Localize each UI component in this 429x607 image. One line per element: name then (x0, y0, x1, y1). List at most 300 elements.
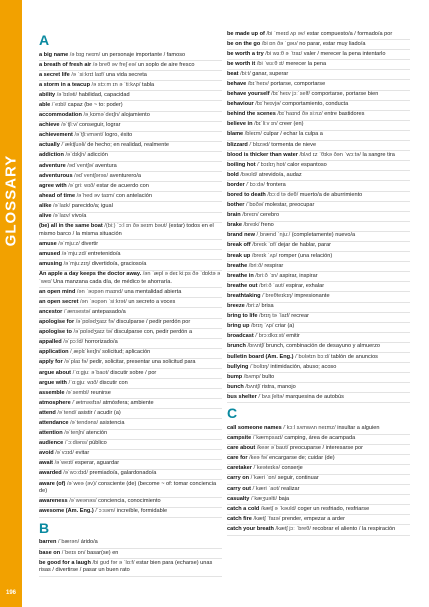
entry-pronunciation: /əˈplaɪ fə/ (64, 359, 90, 366)
entry-pronunciation: /brɪŋ tə ˈlaɪf/ (259, 313, 292, 320)
glossary-entry (227, 70, 410, 80)
entry-term: behind the scenes (227, 111, 276, 118)
entry-definition: brunch, combinación de desayuno y almuerzo (265, 343, 380, 350)
glossary-entry (227, 80, 410, 90)
glossary-entry (227, 282, 410, 292)
glossary-entry (39, 470, 222, 480)
glossary-entry (227, 455, 410, 465)
entry-term: a breath of fresh air (39, 61, 92, 68)
glossary-entry (227, 485, 410, 495)
entry-definition: (completamente) nuevo/a (291, 232, 356, 239)
entry-pronunciation: /breɪk ˈɒf/ (252, 242, 278, 249)
glossary-entry (227, 50, 410, 60)
entry-term: bunch (227, 383, 244, 390)
glossary-entry (39, 308, 222, 318)
entry-term: adventurous (39, 172, 73, 179)
entry-pronunciation: /əˈlaɪk/ (53, 202, 72, 209)
entry-term: attention (39, 430, 63, 437)
entry-definition: discutir sobre / por (110, 369, 157, 376)
entry-term: An apple a day keeps the doctor away. (39, 271, 142, 278)
entry-pronunciation: /ˈbɔɪlɪŋ hɒt/ (257, 161, 288, 168)
glossary-entry (39, 81, 222, 91)
glossary-entry (39, 329, 222, 339)
glossary-entry (227, 272, 410, 282)
glossary-entry (227, 30, 410, 40)
glossary-entry (227, 435, 410, 445)
entry-pronunciation: /əˈweə (əv)/ (66, 480, 99, 487)
entry-term: an open mind (39, 288, 76, 295)
entry-definition: encargarse de; cuidar (de) (269, 455, 335, 462)
entry-definition: freno (261, 222, 274, 229)
glossary-entry (39, 419, 222, 429)
entry-definition: ristra, manojo (261, 383, 296, 390)
entry-definition: valer / merecer la pena intentarlo (303, 50, 386, 57)
entry-definition: una vida secreta (105, 71, 147, 78)
entry-term: awareness (39, 498, 68, 505)
entry-term: addiction (39, 152, 64, 159)
glossary-entry (227, 373, 410, 383)
entry-term: behave yourself (227, 91, 270, 98)
entry-term: catch a cold (227, 505, 260, 512)
entry-term: boiling hot (227, 161, 256, 168)
entry-definition: comportamiento, conducta (282, 101, 349, 108)
glossary-entry (227, 393, 410, 403)
entry-term: amuse (39, 240, 57, 247)
entry-definition: prender, empezar a arder (281, 515, 345, 522)
entry-definition: solicitud; aplicación (102, 349, 151, 356)
entry-definition: espirar, exhalar (285, 282, 325, 289)
entry-term: adventure (39, 162, 66, 169)
glossary-entry (39, 379, 222, 389)
glossary-entry (39, 240, 222, 250)
entry-pronunciation: /ˈbeɪs ɒn/ (61, 549, 88, 556)
glossary-entry (39, 440, 222, 450)
entry-definition: alojamiento (121, 112, 150, 119)
entry-pronunciation: /əˈmjuːz/ (58, 240, 82, 247)
glossary-entry (39, 213, 222, 223)
entry-term: able (39, 101, 51, 108)
entry-pronunciation: /ˈeɪbl/ (51, 101, 68, 108)
entry-pronunciation: /ˈæktʃuəli/ (61, 142, 88, 149)
entry-term: brake (227, 222, 242, 229)
entry-pronunciation: /əˈsembl/ (66, 389, 91, 396)
entry-definition: seguir, continuar (277, 475, 319, 482)
glossary-entry (227, 383, 410, 393)
entry-pronunciation: /ˈbʊlətɪn bɔːd/ (295, 353, 332, 360)
glossary-entry (39, 91, 222, 101)
entry-definition: emitir (286, 333, 300, 340)
entry-definition: discutir con (99, 379, 128, 386)
entry-pronunciation: /keər əˈbaʊt/ (256, 445, 290, 452)
glossary-entry (39, 349, 222, 359)
entry-pronunciation: /ˌæplɪˈkeɪʃn/ (70, 349, 103, 356)
entry-term: ahead of time (39, 192, 76, 199)
entry-term: alike (39, 202, 52, 209)
entry-definition: aspirar, inspirar (279, 272, 318, 279)
glossary-entry (227, 91, 410, 101)
glossary-entry (227, 40, 410, 50)
entry-definition: increíble, formidable (116, 508, 168, 515)
glossary-entry (39, 288, 222, 298)
glossary-entry (227, 151, 410, 161)
entry-term: barren (39, 539, 57, 546)
entry-definition: entre bastidores (324, 111, 365, 118)
entry-pronunciation: /kætʃ ˈfaɪə/ (253, 515, 282, 522)
entry-pronunciation: /ˈkɔːl sʌmwʌn neɪmz/ (283, 424, 338, 431)
entry-pronunciation: /bi ˈmeɪd ʌp əv/ (266, 30, 307, 37)
entry-definition: preocuparse / interesarse por (289, 445, 363, 452)
entry-pronunciation: /bɪˈheɪvjə/ (255, 101, 283, 108)
entry-pronunciation: /kætʃ jɔː ˈbreθ/ (275, 525, 313, 532)
entry-definition: respirar (264, 262, 284, 269)
glossary-entry (227, 303, 410, 313)
entry-definition: aventura (94, 162, 117, 169)
entry-pronunciation: /ˈbɔːdə/ (246, 181, 267, 188)
entry-term: be worth it (227, 60, 256, 67)
entry-definition: esperar, aguardar (74, 460, 120, 467)
entry-definition: tabla (142, 81, 155, 88)
glossary-entry (39, 192, 222, 202)
entry-term: alive (39, 213, 52, 219)
sidebar-title-text: GLOSSARY (2, 154, 20, 246)
entry-term: care for (227, 455, 248, 462)
entry-term: apologise for (39, 319, 75, 326)
entry-definition: tormenta de nieve (271, 141, 317, 148)
entry-term: assemble (39, 389, 65, 396)
entry-definition: culpar / echar la culpa a (263, 131, 323, 138)
entry-definition: parecido/a; igual (71, 202, 113, 209)
entry-pronunciation: /brɪŋ ˈʌp/ (250, 323, 276, 330)
entry-term: brain (227, 212, 241, 219)
entry-definition: creer (en) (279, 121, 304, 128)
glossary-entry (227, 232, 410, 242)
entry-pronunciation: /ˈɑːgjuː əˈbaʊt/ (72, 369, 111, 376)
glossary-entry (39, 450, 222, 460)
entry-term: be worth a try (227, 50, 264, 57)
entry-definition: pedir, solicitar, presentar una solicitud para (89, 359, 196, 366)
glossary-entry (227, 222, 410, 232)
entry-pronunciation: /əˈtʃiːv/ (61, 122, 80, 129)
glossary-left-column (39, 30, 222, 577)
entry-pronunciation: /əˈtendəns/ (70, 419, 100, 426)
glossary-right-column (227, 30, 410, 536)
entry-definition: coger un resfriado, resfriarse (297, 505, 370, 512)
entry-pronunciation: /bɪˈliːv ɪn/ (254, 121, 280, 128)
entry-definition: atención (85, 430, 108, 437)
entry-term: a storm in a teacup (39, 81, 90, 88)
entry-definition: divertido/a, gracioso/a (91, 260, 147, 267)
entry-pronunciation: /əˈhed əv taɪm/ (76, 192, 116, 199)
entry-definition: divertir (81, 240, 99, 247)
entry-pronunciation: /əˈtʃiːvmənt/ (74, 132, 105, 139)
glossary-entry (227, 343, 410, 353)
entry-pronunciation: /breɪn/ (242, 212, 261, 219)
glossary-entry (39, 298, 222, 308)
glossary-entry (227, 242, 410, 252)
entry-pronunciation: /breɪk ˈʌp/ (251, 252, 279, 259)
entry-definition: la sangre tira (362, 151, 395, 158)
entry-definition: romper (una relación) (278, 252, 333, 259)
entry-definition: público (89, 440, 107, 447)
entry-pronunciation: /briːð/ (248, 262, 265, 269)
glossary-entry (39, 142, 222, 152)
glossary-entry (227, 525, 410, 535)
entry-definition: asistir / acudir (a) (77, 409, 121, 416)
entry-term: accommodation (39, 112, 82, 119)
entry-pronunciation: /əˈbɪləti/ (56, 91, 79, 98)
glossary-entry (39, 409, 222, 419)
entry-term: believe in (227, 121, 253, 128)
entry-definition: no parar, estar muy liado/a (299, 40, 366, 47)
entry-term: brand new (227, 232, 255, 239)
entry-term: caretaker (227, 465, 252, 472)
glossary-entry (227, 111, 410, 121)
entry-pronunciation: /blʌd ɪz ˈθɪkə ðən ˈwɔːtə/ (299, 151, 363, 158)
entry-pronunciation: /əˈtend/ (57, 409, 78, 416)
entry-pronunciation: /ˈbɒðə/ (245, 202, 265, 209)
glossary-entry (227, 424, 410, 434)
glossary-entry (39, 223, 222, 241)
entry-definition: árido/a (80, 539, 98, 546)
entry-pronunciation: /əˈmjuːzd/ (61, 250, 88, 257)
entry-definition: disculparse con, pedir perdón a (114, 329, 193, 336)
entry-definition: consciente (de) (become ~ of: tomar conciencia de) (39, 480, 217, 495)
page-number: 196 (0, 587, 22, 599)
entry-term: brunch (227, 343, 246, 350)
entry-definition: dejar de hablar, parar (277, 242, 331, 249)
glossary-entry (227, 313, 410, 323)
glossary-entry (39, 250, 222, 260)
glossary-entry (39, 480, 222, 498)
entry-term: behaviour (227, 101, 254, 108)
entry-definition: horrorizado/a (84, 339, 118, 346)
entry-definition: muerto/a de aburrimiento (299, 192, 363, 198)
entry-term: bored to death (227, 192, 266, 198)
entry-definition: disculparse / pedir perdón por (116, 319, 191, 326)
entry-definition: bulto (262, 373, 275, 380)
entry-definition: insultar a alguien (337, 424, 380, 431)
entry-pronunciation: /bɪˈheɪv jɔːˈself/ (271, 91, 312, 98)
entry-term: catch your breath (227, 525, 274, 532)
entry-definition: cerebro (260, 212, 280, 219)
entry-pronunciation: /əˈlaɪv/ (53, 213, 72, 219)
entry-pronunciation: /əˈpɒlədʒaɪz fə/ (75, 319, 117, 326)
entry-pronunciation: /breɪk/ (243, 222, 262, 229)
entry-pronunciation: /ən ˈəʊpən ˈsiːkrət/ (80, 298, 129, 305)
entry-definition: atmósfera; ambiente (102, 399, 154, 406)
entry-definition: recobrar el aliento / la respiración (312, 525, 396, 532)
entry-pronunciation: /ˈkæri ˈaʊt/ (252, 485, 282, 492)
entry-term: campsite (227, 435, 252, 442)
entry-pronunciation: /bɔːd tə deθ/ (267, 192, 300, 198)
glossary-sidebar (0, 0, 22, 607)
entry-pronunciation: /ə stɔːm ɪn ə ˈtiːkʌp/ (91, 81, 143, 88)
entry-pronunciation: /əˈgriː wɪð/ (68, 182, 97, 189)
glossary-entry (227, 262, 410, 272)
entry-term: atmosphere (39, 399, 71, 406)
entry-pronunciation: /ˈkeəteɪkə/ (253, 465, 282, 472)
entry-term: catch fire (227, 515, 252, 522)
entry-pronunciation: /bi ɒn ðə ˈgəʊ/ (261, 40, 300, 47)
entry-definition: conciencia, conocimiento (98, 498, 161, 505)
glossary-entry (227, 505, 410, 515)
entry-term: attendance (39, 419, 69, 426)
glossary-entry (39, 359, 222, 369)
entry-term: bring to life (227, 313, 258, 320)
glossary-entry (227, 252, 410, 262)
glossary-entry (227, 212, 410, 222)
entry-definition: criar (a) (275, 323, 295, 330)
entry-definition: calor espantoso (287, 161, 327, 168)
glossary-entry (227, 495, 410, 505)
entry-definition: estar compuesto/a / formado/a por (306, 30, 393, 37)
entry-pronunciation: /ˈbʌs ʃeltə/ (258, 393, 286, 400)
entry-term: care about (227, 445, 256, 452)
glossary-entry (227, 292, 410, 302)
entry-pronunciation: /əˈmjuːzɪŋ/ (63, 260, 92, 267)
entry-pronunciation: /ˈblɪzəd/ (249, 141, 272, 148)
glossary-entry (227, 181, 410, 191)
entry-term: bullying (227, 363, 249, 370)
entry-pronunciation: /bʌntʃ/ (245, 383, 262, 390)
entry-pronunciation: /ˈɔːdiəns/ (64, 440, 90, 447)
entry-term: bus shelter (227, 393, 257, 400)
glossary-entry (39, 271, 222, 289)
glossary-entry (39, 71, 222, 81)
entry-definition: tablón de anuncios (331, 353, 378, 360)
glossary-entry (39, 399, 222, 409)
entry-pronunciation: /ə bɪg neɪm/ (69, 51, 102, 58)
entry-definition: habilidad, capacidad (78, 91, 130, 98)
entry-pronunciation: /əˈdɪkʃn/ (65, 152, 88, 159)
entry-term: amusing (39, 260, 63, 267)
glossary-entry (39, 260, 222, 270)
entry-pronunciation: /bi ˈwɜːθ ɪt/ (256, 60, 286, 67)
glossary-entry (227, 353, 410, 363)
entry-term: bother (227, 202, 245, 209)
glossary-entry (39, 559, 222, 577)
entry-definition: de hecho; en realidad, realmente (87, 142, 170, 149)
entry-term: achieve (39, 122, 60, 129)
section-letter-b: B (39, 519, 50, 536)
entry-definition: camping, área de acampada (284, 435, 356, 442)
entry-definition: entretenido/a (87, 250, 121, 257)
glossary-entry (39, 112, 222, 122)
entry-pronunciation: /bəʊld/ (240, 171, 259, 178)
glossary-entry (39, 430, 222, 440)
entry-pronunciation: /bi gʊd fər ə ˈlɑːf/ (92, 559, 137, 566)
entry-pronunciation: /ˈbrɔːdkɑːst/ (255, 333, 287, 340)
entry-term: blame (227, 131, 244, 138)
entry-term: a secret life (39, 71, 70, 78)
glossary-entry (39, 61, 222, 71)
entry-pronunciation: /əˈweɪt/ (54, 460, 75, 467)
entry-term: application (39, 349, 69, 356)
entry-definition: asistencia (99, 419, 125, 426)
glossary-entry (39, 122, 222, 132)
entry-definition: portarse, comportarse (270, 80, 326, 87)
entry-term: (be) all in the same boat (39, 223, 103, 230)
entry-pronunciation: /briːð ˈaʊt/ (259, 282, 286, 289)
entry-term: awesome (Am. Eng.) (39, 508, 94, 515)
entry-term: aware (of) (39, 480, 66, 487)
entry-term: bulletin board (Am. Eng.) (227, 353, 294, 360)
entry-pronunciation: /ˈætməsfɪə/ (72, 399, 103, 406)
entry-term: argue with (39, 379, 67, 386)
entry-term: agree with (39, 182, 67, 189)
entry-term: breathe (227, 262, 248, 269)
entry-definition: vivo/a (71, 213, 87, 219)
glossary-entry (39, 498, 222, 508)
entry-term: a big name (39, 51, 69, 58)
entry-definition: frontera (266, 181, 286, 188)
entry-pronunciation: /ˈbreθteɪkɪŋ/ (262, 292, 295, 299)
entry-pronunciation: /ə breθ əv freʃ eə/ (92, 61, 138, 68)
entry-term: breathtaking (227, 292, 261, 299)
entry-term: amused (39, 250, 61, 257)
glossary-entry (227, 445, 410, 455)
entry-definition: (estar) todos en el mismo barco / la misma situación (39, 223, 214, 237)
entry-term: broadcast (227, 333, 254, 340)
entry-definition: baja (278, 495, 290, 502)
glossary-entry (227, 161, 410, 171)
entry-definition: estar bien para (echarse) unas risas / divertirse / pasar un buen rato (39, 559, 213, 574)
entry-definition: premiado/a, galardonado/a (89, 470, 157, 477)
entry-definition: basar(se) en (87, 549, 119, 556)
entry-pronunciation: /brʌntʃ/ (247, 343, 266, 350)
entry-definition: conserje (281, 465, 303, 472)
entry-definition: conseguir, lograr (79, 122, 121, 129)
glossary-entry (39, 182, 222, 192)
glossary-entry (227, 121, 410, 131)
entry-term: avoid (39, 450, 54, 457)
entry-pronunciation: /bi wɜːθ ə ˈtraɪ/ (265, 50, 304, 57)
entry-definition: brisa (261, 303, 274, 310)
entry-term: awarded (39, 470, 62, 477)
entry-term: bold (227, 171, 239, 178)
entry-term: ancestor (39, 308, 63, 315)
entry-pronunciation: /ˈkæmpsaɪt/ (252, 435, 285, 442)
entry-term: carry on (227, 475, 250, 482)
entry-term: carry out (227, 485, 251, 492)
entry-definition: antepasado/a (91, 308, 126, 315)
entry-definition: un personaje importante / famoso (101, 51, 186, 58)
entry-term: break off (227, 242, 251, 249)
entry-pronunciation: /biːt/ (240, 70, 253, 77)
glossary-entry (39, 549, 222, 559)
entry-pronunciation: /briːz/ (246, 303, 262, 310)
glossary-entry (227, 363, 410, 373)
entry-pronunciation: /ˈbærən/ (57, 539, 81, 546)
glossary-entry (39, 152, 222, 162)
section-letter-a: A (39, 32, 50, 48)
glossary-entry (39, 539, 222, 549)
entry-term: actually (39, 142, 60, 149)
entry-pronunciation: /bɪˈheɪv/ (247, 80, 271, 87)
entry-definition: marquesina de autobús (285, 393, 344, 400)
entry-pronunciation: /ˈænsestə/ (63, 308, 92, 315)
glossary-entry (39, 339, 222, 349)
entry-term: breathe in (227, 272, 254, 279)
glossary-entry (227, 131, 410, 141)
entry-pronunciation: /keə fə/ (249, 455, 269, 462)
glossary-entry (39, 202, 222, 212)
section-letter-c: C (227, 405, 238, 422)
entry-definition: recrear (291, 313, 310, 320)
entry-definition: aventurero/a (109, 172, 142, 179)
entry-definition: con antelación (115, 192, 153, 199)
entry-term: bump (227, 373, 243, 380)
